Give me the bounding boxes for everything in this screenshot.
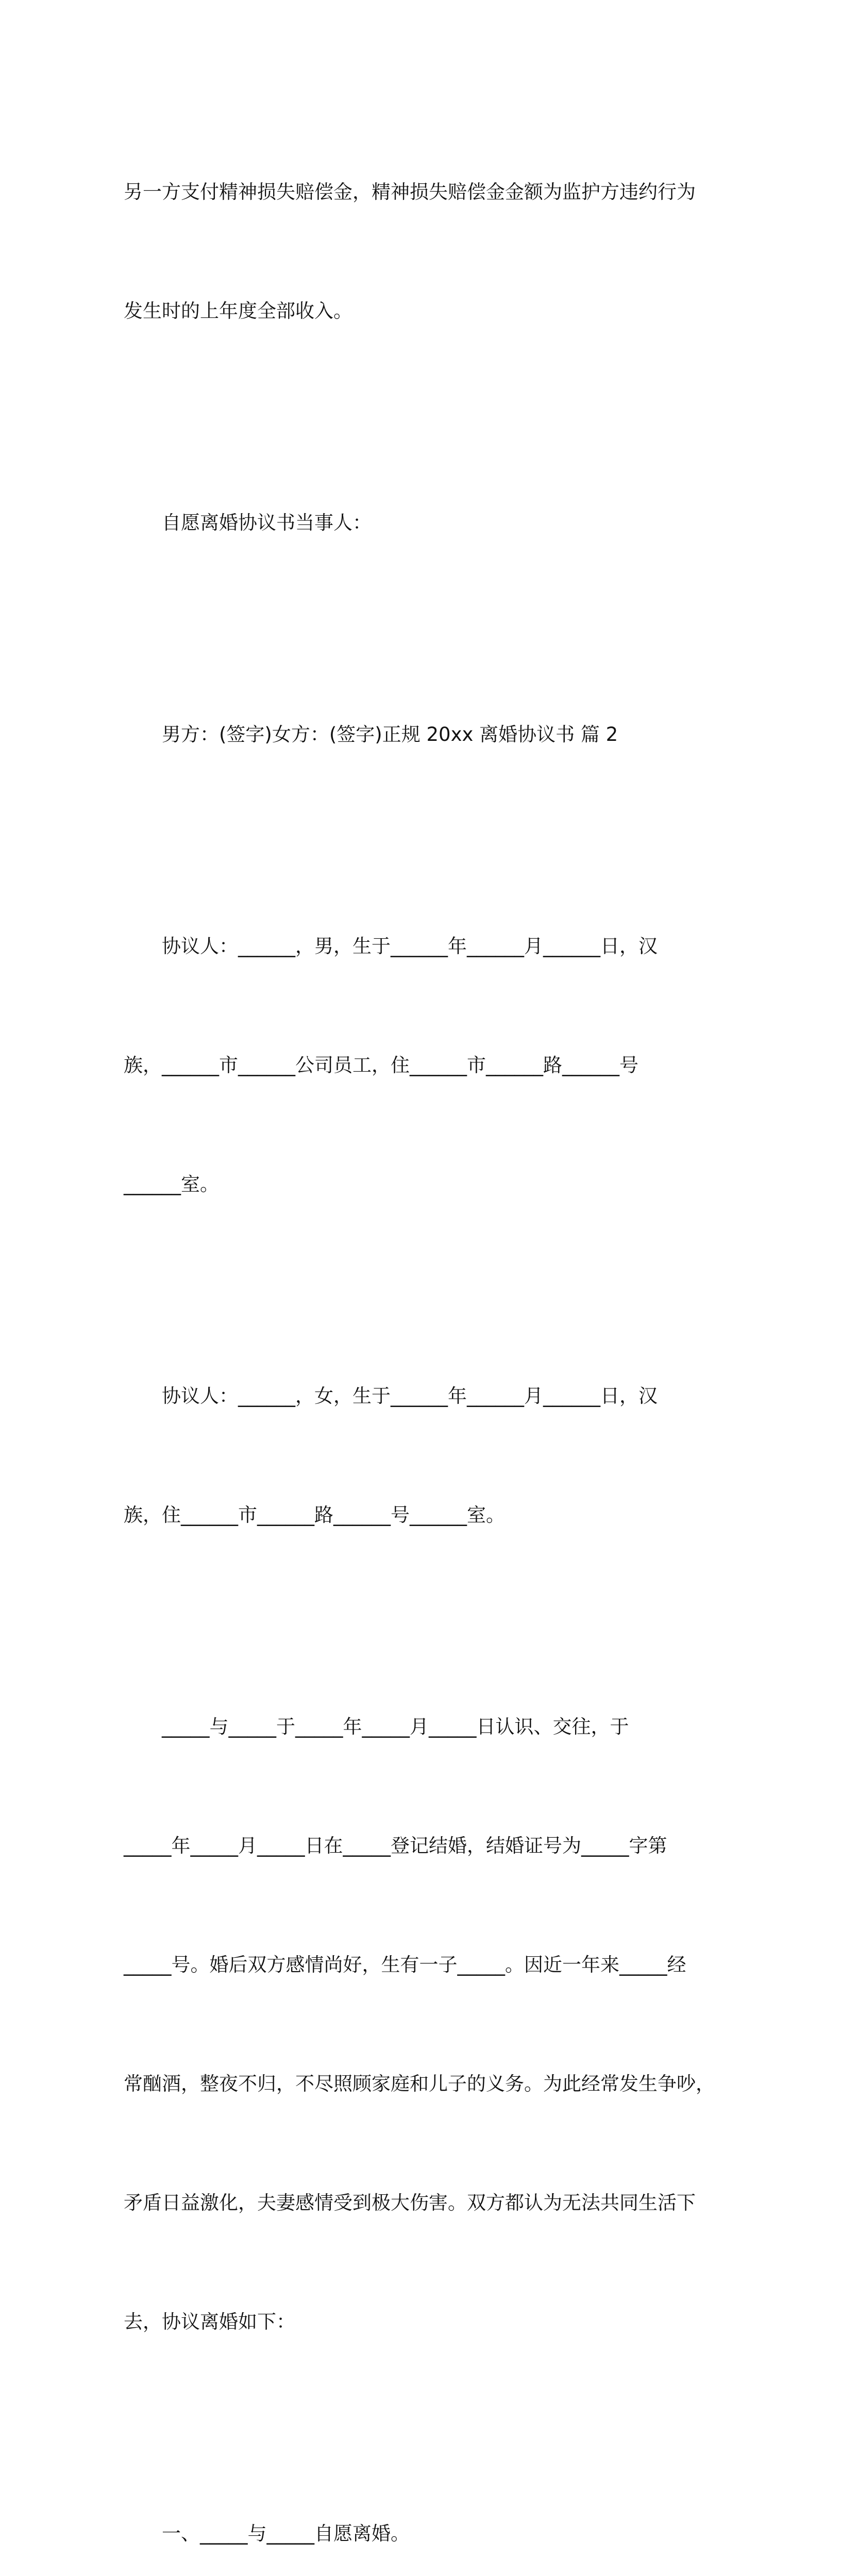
text-line: ______室。 [124,1173,219,1195]
paragraph-party-female [124,1297,706,1614]
paragraph-signatures [124,635,706,834]
text-line: 常酗酒，整夜不归，不尽照顾家庭和儿子的义务。为此经常发生争吵， [124,2073,715,2095]
document-body [124,93,715,2576]
text-line: _____与_____于_____年_____月_____日认识、交往，于 [162,1716,629,1738]
text-line: _____年_____月_____日在_____登记结婚，结婚证号为_____字第 [124,1835,667,1857]
paragraph-background [124,1628,715,2421]
text-line: 族，住______市______路______号______室。 [124,1504,505,1526]
text-line: _____号。婚后双方感情尚好，生有一子_____。因近一年来_____经 [124,1954,686,1976]
text-line: 族，______市______公司员工，住______市______路______号 [124,1054,638,1076]
paragraph-clause-1 [124,2434,706,2576]
text-line: 矛盾日益激化，夫妻感情受到极大伤害。双方都认为无法共同生活下 [124,2192,696,2214]
text-line: 男方：(签字)女方：(签字)正规 20xx 离婚协议书 篇 2 [162,723,618,745]
text-line: 发生时的上年度全部收入。 [124,300,352,322]
text-line: 一、_____与_____自愿离婚。 [162,2522,410,2545]
text-line: 协议人：______，女，生于______年______月______日，汉 [162,1385,658,1407]
text-line: 协议人：______，男，生于______年______月______日，汉 [162,935,658,957]
text-line: 去，协议离婚如下： [124,2311,295,2333]
paragraph-compensation [124,93,706,410]
text-line: 自愿离婚协议书当事人： [162,512,372,534]
paragraph-party-male [124,847,706,1283]
text-line: 另一方支付精神损失赔偿金，精神损失赔偿金金额为监护方违约行为 [124,181,696,203]
paragraph-parties-heading [124,423,706,622]
